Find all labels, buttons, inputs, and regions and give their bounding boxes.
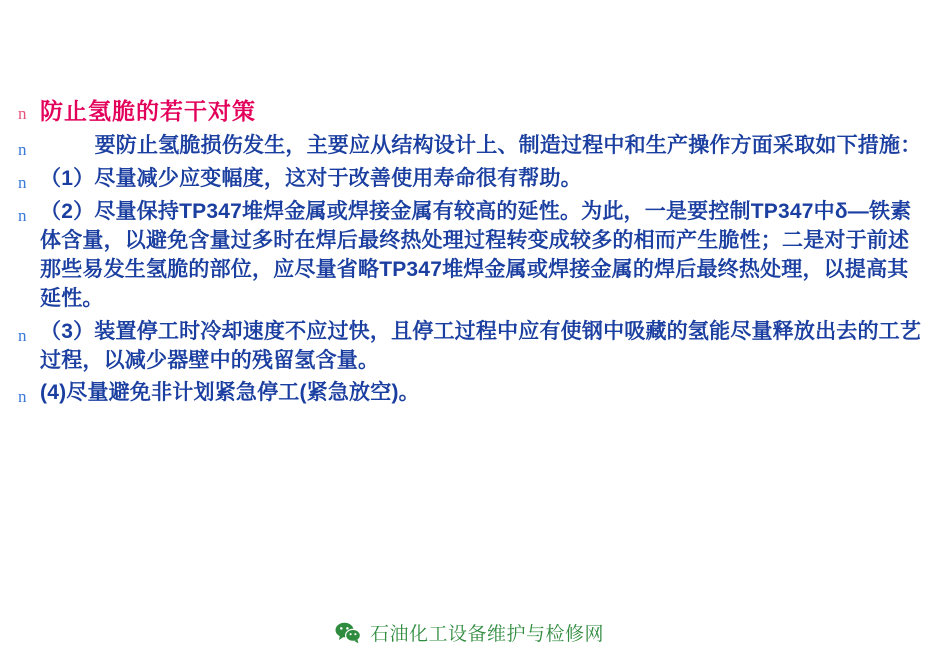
bullet-marker-icon: n <box>18 139 27 159</box>
footer-text: 石油化工设备维护与检修网 <box>369 624 604 645</box>
paragraph-text: (4)尽量避免非计划紧急停工(紧急放空)。 <box>40 381 420 405</box>
paragraph-text: （3）装置停工时冷却速度不应过快，且停工过程中应有使钢中吸藏的氢能尽量释放出去的工艺过程，以减少器壁中的残留氢含量。 <box>40 319 922 372</box>
title-row <box>18 96 922 128</box>
paragraph-text: （1）尽量减少应变幅度，这对于改善使用寿命很有帮助。 <box>40 166 582 190</box>
wechat-badge <box>335 619 604 646</box>
paragraph-item-1 <box>18 165 922 194</box>
page-title: 防止氢脆的若干对策 <box>40 98 256 124</box>
bullet-marker-icon: n <box>18 104 27 123</box>
paragraph-item-3 <box>18 318 922 376</box>
slide-content <box>18 96 922 412</box>
bullet-marker-icon: n <box>18 387 27 407</box>
paragraph-text: 要防止氢脆损伤发生，主要应从结构设计上、制造过程中和生产操作方面采取如下措施： <box>94 133 922 157</box>
wechat-icon <box>335 622 361 644</box>
paragraph-intro <box>18 132 922 161</box>
paragraph-item-2 <box>18 198 922 314</box>
paragraph-text: （2）尽量保持TP347堆焊金属或焊接金属有较高的延性。为此，一是要控制TP347中δ—铁素体含量，以避免含量过多时在焊后最终热处理过程转变成较多的相而产生脆性；二是对于前述那些易发生氢脆的部位，应尽量省略TP347堆焊金属或焊接金属的焊后最终热处理，以提高其延性。 <box>40 199 912 310</box>
paragraph-item-4 <box>18 379 922 408</box>
bullet-marker-icon: n <box>18 172 27 192</box>
bullet-marker-icon: n <box>18 205 27 225</box>
bullet-marker-icon: n <box>18 325 27 345</box>
footer-watermark <box>0 619 939 646</box>
